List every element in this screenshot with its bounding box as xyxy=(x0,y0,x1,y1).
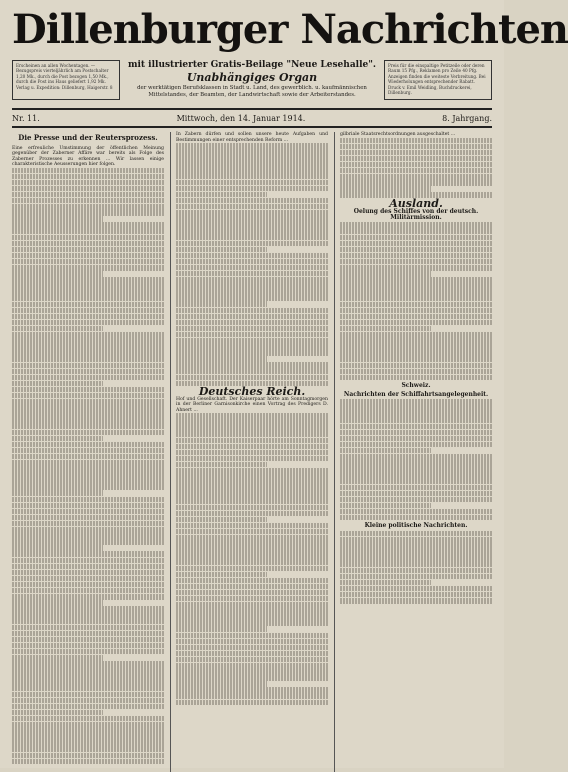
column-1 xyxy=(12,132,164,772)
text-line xyxy=(340,503,431,509)
article-columns xyxy=(12,132,492,772)
text-line xyxy=(340,405,492,411)
text-line xyxy=(340,509,492,515)
text-line xyxy=(12,454,164,460)
text-line xyxy=(340,247,492,253)
text-line xyxy=(176,657,328,663)
text-line xyxy=(12,174,164,180)
column-2 xyxy=(170,132,328,772)
subsection-heading: Schweiz. xyxy=(401,382,431,390)
text-line xyxy=(176,578,328,584)
text-line xyxy=(176,511,328,517)
text-lines-3b xyxy=(340,222,492,380)
text-line xyxy=(12,356,164,362)
text-line xyxy=(12,600,103,606)
text-line xyxy=(176,155,328,161)
text-line xyxy=(12,472,164,478)
text-line xyxy=(176,608,328,614)
text-line xyxy=(176,167,328,173)
text-line xyxy=(12,448,164,454)
subscription-info-box: Erscheinen an allen Wochentagen. — Bezugspreis vierteljährlich am Postschalter 1,20 Mk., durch die Post bezogen 1,50 Mk., durch die Post ins Haus geliefert 1,92 Mk. Verlag u. Expedition: Dillenburg, Haigerstr. 8 xyxy=(12,60,120,100)
text-line xyxy=(12,704,164,710)
text-line xyxy=(176,228,328,234)
text-line xyxy=(176,186,328,192)
text-line xyxy=(176,480,328,486)
text-line xyxy=(12,582,164,588)
text-line xyxy=(176,669,328,675)
text-line xyxy=(340,424,492,430)
text-line xyxy=(176,259,328,265)
text-line xyxy=(176,553,328,559)
text-line xyxy=(176,253,328,259)
text-line xyxy=(12,393,164,399)
text-line xyxy=(12,661,164,667)
text-line xyxy=(176,295,328,301)
text-line xyxy=(176,700,328,706)
text-line xyxy=(12,302,164,308)
text-line xyxy=(176,216,328,222)
masthead-subtitle xyxy=(120,60,384,98)
text-line xyxy=(340,460,492,466)
text-line xyxy=(12,381,103,387)
text-line xyxy=(176,198,328,204)
text-line xyxy=(12,277,164,283)
text-line xyxy=(176,590,328,596)
text-line xyxy=(340,555,492,561)
beilage-line: mit illustrierter Gratis-Beilage "Neue Lesehalle". xyxy=(127,60,377,70)
text-lines-2a xyxy=(176,143,328,386)
text-line xyxy=(340,180,492,186)
text-line xyxy=(12,308,164,314)
text-line xyxy=(340,295,492,301)
text-line xyxy=(12,222,164,228)
text-line xyxy=(340,417,492,423)
text-line xyxy=(12,539,164,545)
text-line xyxy=(12,698,164,704)
text-line xyxy=(340,265,492,271)
text-line xyxy=(340,580,431,586)
text-line xyxy=(12,423,164,429)
text-line xyxy=(176,633,328,639)
text-line xyxy=(12,533,164,539)
text-line xyxy=(12,417,164,423)
text-line xyxy=(176,559,328,565)
text-line xyxy=(340,598,492,604)
text-line xyxy=(340,192,492,198)
text-line xyxy=(12,728,164,734)
text-line xyxy=(12,332,164,338)
text-line xyxy=(12,198,164,204)
text-line xyxy=(12,740,164,746)
text-line xyxy=(12,490,103,496)
text-line xyxy=(176,192,267,198)
text-line xyxy=(12,759,164,765)
text-line xyxy=(12,484,164,490)
text-line xyxy=(12,204,164,210)
text-line xyxy=(176,535,328,541)
text-line xyxy=(340,344,492,350)
text-line xyxy=(176,517,267,523)
subsection-heading: Kleine politische Nachrichten. xyxy=(364,522,468,530)
text-line xyxy=(12,618,164,624)
text-line xyxy=(12,631,164,637)
text-line xyxy=(12,710,103,716)
text-line xyxy=(176,620,328,626)
text-line xyxy=(176,368,328,374)
text-line xyxy=(176,651,328,657)
text-line xyxy=(12,320,164,326)
text-line xyxy=(12,228,164,234)
text-line xyxy=(12,612,164,618)
text-line xyxy=(340,228,492,234)
text-line xyxy=(12,679,164,685)
text-line xyxy=(340,241,492,247)
text-line xyxy=(340,543,492,549)
text-line xyxy=(340,289,492,295)
organ-line: Unabhängiges Organ xyxy=(186,71,318,84)
text-line xyxy=(340,302,492,308)
text-line xyxy=(12,265,164,271)
text-line xyxy=(12,625,164,631)
text-line xyxy=(12,503,164,509)
text-line xyxy=(340,466,492,472)
text-line xyxy=(12,442,164,448)
text-line xyxy=(176,289,328,295)
text-line xyxy=(12,570,164,576)
text-line xyxy=(176,314,328,320)
text-line xyxy=(12,247,164,253)
text-line xyxy=(340,332,492,338)
text-line xyxy=(12,576,164,582)
text-line xyxy=(176,241,328,247)
text-line xyxy=(176,173,328,179)
text-line xyxy=(12,551,164,557)
text-lines-3d xyxy=(340,531,492,604)
text-line xyxy=(176,362,328,368)
text-line xyxy=(176,301,267,307)
text-line xyxy=(176,222,328,228)
text-line xyxy=(340,174,492,180)
text-line xyxy=(340,561,492,567)
text-line xyxy=(176,381,328,387)
text-line xyxy=(12,180,164,186)
text-line xyxy=(340,568,492,574)
text-line xyxy=(12,497,164,503)
text-line xyxy=(340,162,492,168)
text-line xyxy=(12,363,164,369)
article-text: Eine erfreuliche Umstimmung der öffentlichen Meinung gegenüber der Zaberner Affäre war bereits als Folge des Zaberner Prozesses zu erkennen ... Wir lassen einige charakteristische Aeusserungen hier folgen. xyxy=(12,145,164,167)
text-line xyxy=(12,436,103,442)
text-line xyxy=(176,350,328,356)
text-line xyxy=(176,450,328,456)
text-line xyxy=(340,574,492,580)
text-line xyxy=(340,320,492,326)
subhead xyxy=(12,60,492,106)
text-line xyxy=(12,643,164,649)
text-line xyxy=(340,442,492,448)
text-line xyxy=(176,283,328,289)
subsection-heading: Nachrichten der Schiffahrtsangelegenheit. xyxy=(343,390,489,398)
text-line xyxy=(176,204,328,210)
text-line xyxy=(12,289,164,295)
text-line xyxy=(176,320,328,326)
text-line xyxy=(12,399,164,405)
text-lines-3c xyxy=(340,399,492,520)
text-line xyxy=(12,655,103,661)
text-line xyxy=(12,411,164,417)
text-line xyxy=(12,350,164,356)
text-line xyxy=(176,344,328,350)
text-line xyxy=(340,363,492,369)
text-line xyxy=(340,253,492,259)
text-line xyxy=(340,259,492,265)
text-line xyxy=(176,523,328,529)
text-line xyxy=(340,156,492,162)
text-line xyxy=(176,180,328,186)
text-line xyxy=(176,265,328,271)
text-line xyxy=(340,531,492,537)
text-line xyxy=(176,143,328,149)
text-line xyxy=(12,235,164,241)
article-text: In Zabern dürfen und sollen unsere heute Aufgaben und Bestimmungen einer entsprechenden Reform ... xyxy=(176,132,328,143)
text-line xyxy=(12,369,164,375)
text-line xyxy=(176,356,267,362)
text-line xyxy=(176,308,328,314)
text-line xyxy=(12,253,164,259)
text-line xyxy=(176,161,328,167)
text-line xyxy=(12,558,164,564)
text-line xyxy=(176,486,328,492)
text-line xyxy=(12,241,164,247)
text-line xyxy=(12,515,164,521)
text-line xyxy=(340,277,492,283)
text-line xyxy=(176,419,328,425)
text-line xyxy=(176,681,267,687)
text-line xyxy=(340,491,492,497)
column-3 xyxy=(334,132,492,772)
text-line xyxy=(340,478,492,484)
text-line xyxy=(340,399,492,405)
text-line xyxy=(340,592,492,598)
text-line xyxy=(12,509,164,515)
text-line xyxy=(12,667,164,673)
text-line xyxy=(340,283,492,289)
text-line xyxy=(12,344,164,350)
text-line xyxy=(12,685,164,691)
text-line xyxy=(340,586,492,592)
text-line xyxy=(176,444,328,450)
text-line xyxy=(12,338,164,344)
text-line xyxy=(176,149,328,155)
text-line xyxy=(176,584,328,590)
text-line xyxy=(176,572,267,578)
organ-description: der werktätigen Berufsklassen in Stadt u. Land, des gewerblich. u. kaufmännischen Mittelstandes, der Beamten, der Landwirtschaft sowie der Arbeiterstandes. xyxy=(137,85,367,98)
subsection-heading: Oelung des Schiffes von der deutsch. Militärmission. xyxy=(353,208,479,221)
text-line xyxy=(176,326,328,332)
text-line xyxy=(340,454,492,460)
text-line xyxy=(340,168,492,174)
text-line xyxy=(12,753,164,759)
text-line xyxy=(340,326,431,332)
text-line xyxy=(176,375,328,381)
text-lines-1 xyxy=(12,168,164,765)
text-line xyxy=(340,485,492,491)
text-line xyxy=(12,722,164,728)
text-line xyxy=(12,466,164,472)
text-line xyxy=(176,645,328,651)
text-line xyxy=(176,602,328,608)
text-line xyxy=(340,369,492,375)
text-line xyxy=(12,460,164,466)
section-heading: Ausland. xyxy=(389,196,443,210)
text-line xyxy=(176,210,328,216)
text-line xyxy=(176,541,328,547)
text-line xyxy=(176,271,328,277)
text-line xyxy=(12,588,164,594)
text-line xyxy=(12,271,103,277)
text-line xyxy=(176,247,267,253)
text-line xyxy=(340,314,492,320)
text-line xyxy=(176,547,328,553)
text-line xyxy=(12,430,164,436)
text-line xyxy=(176,277,328,283)
text-line xyxy=(176,332,328,338)
text-line xyxy=(12,527,164,533)
text-line xyxy=(12,259,164,265)
text-line xyxy=(340,144,492,150)
text-line xyxy=(340,138,492,144)
text-line xyxy=(176,492,328,498)
text-line xyxy=(12,673,164,679)
text-line xyxy=(340,537,492,543)
text-line xyxy=(176,639,328,645)
text-line xyxy=(340,222,492,228)
text-line xyxy=(176,626,267,632)
article-headline: Die Presse und der Reutersprozess. xyxy=(18,133,158,142)
text-line xyxy=(12,521,164,527)
text-line xyxy=(12,692,164,698)
text-line xyxy=(176,596,328,602)
text-line xyxy=(176,462,267,468)
text-line xyxy=(12,375,164,381)
text-line xyxy=(340,375,492,381)
text-line xyxy=(12,387,164,393)
issue-bar xyxy=(12,108,492,128)
text-line xyxy=(340,497,492,503)
article-text: gilbriale Staatsrechtsordnungen ausgeschaltet ... xyxy=(340,132,456,137)
text-line xyxy=(12,168,164,174)
text-line xyxy=(176,425,328,431)
advert-price-box: Preis für die einspaltige Petitzeile oder deren Raum 15 Pfg., Reklamen pro Zeile 40 Pfg. Anzeigen finden die weiteste Verbreitung. Bei Wiederholungen entsprechender Rabatt. Druck v. Emil Weidling, Buchdruckerei, Dillenburg. xyxy=(384,60,492,100)
text-line xyxy=(176,468,328,474)
text-line xyxy=(12,649,164,655)
text-line xyxy=(12,716,164,722)
text-line xyxy=(12,283,164,289)
text-line xyxy=(340,436,492,442)
text-line xyxy=(12,746,164,752)
text-line xyxy=(340,150,492,156)
text-line xyxy=(176,413,328,419)
text-line xyxy=(176,505,328,511)
text-line xyxy=(340,515,492,521)
text-line xyxy=(12,637,164,643)
text-line xyxy=(176,663,328,669)
text-line xyxy=(12,210,164,216)
masthead-title: Dillenburger Nachrichten xyxy=(12,6,568,53)
issue-year: 8. Jahrgang. xyxy=(442,113,492,123)
text-line xyxy=(12,405,164,411)
text-line xyxy=(12,314,164,320)
text-line xyxy=(176,498,328,504)
text-line xyxy=(340,448,431,454)
text-line xyxy=(12,216,103,222)
text-line xyxy=(176,456,328,462)
text-line xyxy=(176,474,328,480)
text-line xyxy=(176,338,328,344)
text-line xyxy=(340,271,431,277)
text-line xyxy=(12,594,164,600)
text-line xyxy=(340,472,492,478)
text-line xyxy=(176,566,328,572)
issue-number: Nr. 11. xyxy=(12,113,40,123)
text-line xyxy=(12,186,164,192)
text-line xyxy=(176,693,328,699)
text-line xyxy=(340,338,492,344)
text-line xyxy=(12,192,164,198)
text-line xyxy=(340,411,492,417)
text-line xyxy=(176,614,328,620)
text-lines-3a xyxy=(340,138,492,198)
issue-date: Mittwoch, den 14. Januar 1914. xyxy=(176,113,306,123)
text-line xyxy=(176,438,328,444)
text-line xyxy=(340,235,492,241)
text-line xyxy=(340,356,492,362)
text-line xyxy=(340,430,492,436)
text-lines-2b xyxy=(176,413,328,705)
text-line xyxy=(340,186,431,192)
text-line xyxy=(12,326,103,332)
section-heading: Deutsches Reich. xyxy=(198,385,306,399)
text-line xyxy=(12,564,164,570)
text-line xyxy=(12,478,164,484)
text-line xyxy=(340,350,492,356)
text-line xyxy=(340,549,492,555)
text-line xyxy=(12,606,164,612)
text-line xyxy=(176,529,328,535)
text-line xyxy=(340,308,492,314)
text-line xyxy=(12,545,103,551)
text-line xyxy=(12,295,164,301)
text-line xyxy=(12,734,164,740)
article-text: Hof und Gesellschaft. Der Kaiserpaar hörte am Sonntagmorgen in der Berliner Garnisonkirche einen Vortrag des Predigers D. Ahnert ... xyxy=(176,396,328,413)
text-line xyxy=(176,234,328,240)
text-line xyxy=(176,675,328,681)
text-line xyxy=(176,687,328,693)
text-line xyxy=(176,431,328,437)
